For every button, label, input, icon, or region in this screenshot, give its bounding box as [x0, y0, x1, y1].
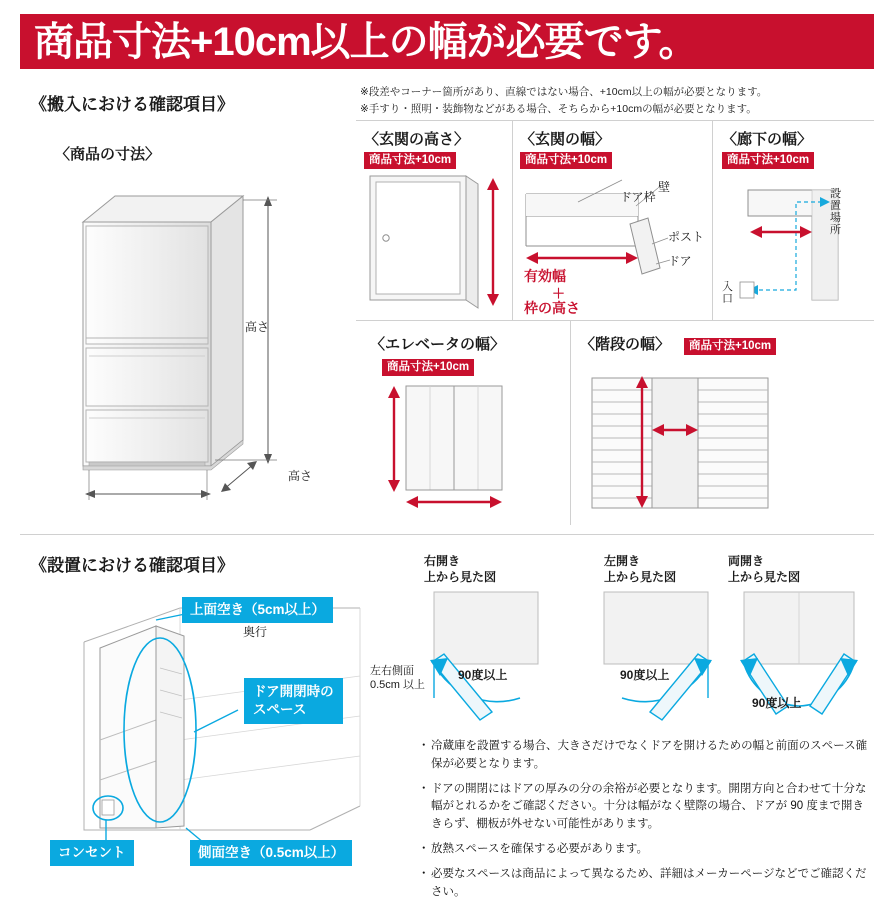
section2-title: 《設置における確認項目》 [30, 556, 234, 575]
label-post: ポスト [668, 230, 705, 244]
label-effective-width: 有効幅 [524, 268, 566, 284]
callout-top-clearance: 上面空き（5cm以上） [182, 597, 333, 623]
door-view-3-angle: 90度以上 [752, 696, 802, 710]
entrance-height-drawing [362, 172, 508, 312]
bullet-item-3: ・ 放熱スペースを確保する必要があります。 [418, 841, 870, 859]
label-door: ドア [668, 254, 692, 268]
corridor-width-tag: 商品寸法+10cm [722, 152, 814, 169]
label-install-place: 設置場所 [830, 188, 841, 237]
door-view-1-side-note-line1: 左右側面 [370, 665, 414, 677]
bullet-item-2: ・ ドアの開閉にはドアの厚みの分の余裕が必要となります。開閉方向と合わせて十分な幅がとれるかをご確認ください。十分は幅がなく壁際の場合、ドアが 90 度まで開ききらず、棚板が外せない可能性があります。 [418, 781, 870, 834]
label-height-dim: 高さ [245, 320, 270, 334]
refrigerator-dimension-drawing [55, 160, 345, 520]
door-view-1-title-line2: 上から見た図 [424, 570, 497, 585]
stairs-width-drawing [578, 368, 798, 518]
callout-door-space-line1: ドア開閉時の [253, 684, 334, 699]
bullet-item-4: ・ 必要なスペースは商品によって異なるため、詳細はメーカーページなどでご確認ください。 [418, 866, 870, 902]
stairs-width-tag: 商品寸法+10cm [684, 338, 776, 355]
elevator-width-title: 〈エレベータの幅〉 [370, 336, 506, 353]
divider-h-mid [356, 320, 874, 321]
label-wall: 壁 [658, 180, 671, 194]
elevator-width-tag: 商品寸法+10cm [382, 359, 474, 376]
header-banner [20, 14, 874, 69]
bullet-item-1: ・ 冷蔵庫を設置する場合、大きさだけでなくドアを開けるための幅と前面のスペース確保が必要となります。 [418, 738, 870, 774]
divider-section2 [20, 534, 874, 535]
door-view-3-title-line2: 上から見た図 [728, 570, 801, 585]
label-height: 高さ [288, 469, 313, 483]
stairs-width-title: 〈階段の幅〉 [580, 336, 671, 353]
door-view-1-side-note-line2: 0.5cm 以上 [370, 679, 426, 692]
door-view-2-title-line2: 上から見た図 [604, 570, 677, 585]
door-view-2-angle: 90度以上 [620, 668, 670, 682]
door-view-2-title-line1: 左開き [604, 554, 641, 568]
note-line-1: ※段差やコーナー箇所があり、直線ではない場合、+10cm以上の幅が必要となります。 [360, 86, 768, 98]
label-frame-height: 枠の高さ [524, 300, 580, 316]
label-entrance: 入口 [722, 281, 733, 305]
divider-v-3 [570, 320, 571, 525]
callout-side-clearance: 側面空き（0.5cm以上） [190, 840, 352, 866]
callout-outlet: コンセント [50, 840, 134, 866]
entrance-height-tag: 商品寸法+10cm [364, 152, 456, 169]
door-view-2-title [604, 553, 676, 585]
divider-h-top [356, 120, 874, 121]
notes-bullet-list [418, 738, 870, 909]
label-door-frame: ドア枠 [620, 190, 656, 204]
entrance-width-tag: 商品寸法+10cm [520, 152, 612, 169]
door-view-3-title [728, 553, 800, 585]
door-view-3-title-line1: 両開き [728, 554, 765, 568]
divider-v-1 [512, 120, 513, 320]
entrance-width-title: 〈玄関の幅〉 [520, 131, 611, 148]
label-depth: 奥行 [243, 625, 268, 639]
header-title: 商品寸法+10cm以上の幅が必要です。 [34, 19, 698, 64]
callout-door-space [244, 678, 343, 724]
note-line-2: ※手すり・照明・装飾物などがある場合、そちらから+10cmの幅が必要となります。 [360, 103, 757, 115]
section1-title: 《搬入における確認項目》 [30, 95, 234, 114]
door-view-1-angle: 90度以上 [458, 668, 508, 682]
product-dimension-title: 〈商品の寸法〉 [55, 146, 161, 163]
door-view-1-title-line1: 右開き [424, 554, 461, 568]
elevator-width-drawing [376, 378, 556, 518]
door-view-1-drawing [400, 588, 560, 728]
door-view-1-title [424, 553, 496, 585]
door-view-1-side-note [370, 664, 425, 693]
entrance-height-title: 〈玄関の高さ〉 [364, 131, 470, 148]
label-effective-plus: ＋ [552, 286, 566, 301]
corridor-width-title: 〈廊下の幅〉 [722, 131, 813, 148]
corridor-width-drawing [718, 172, 870, 317]
callout-door-space-line2: スペース [253, 702, 307, 718]
